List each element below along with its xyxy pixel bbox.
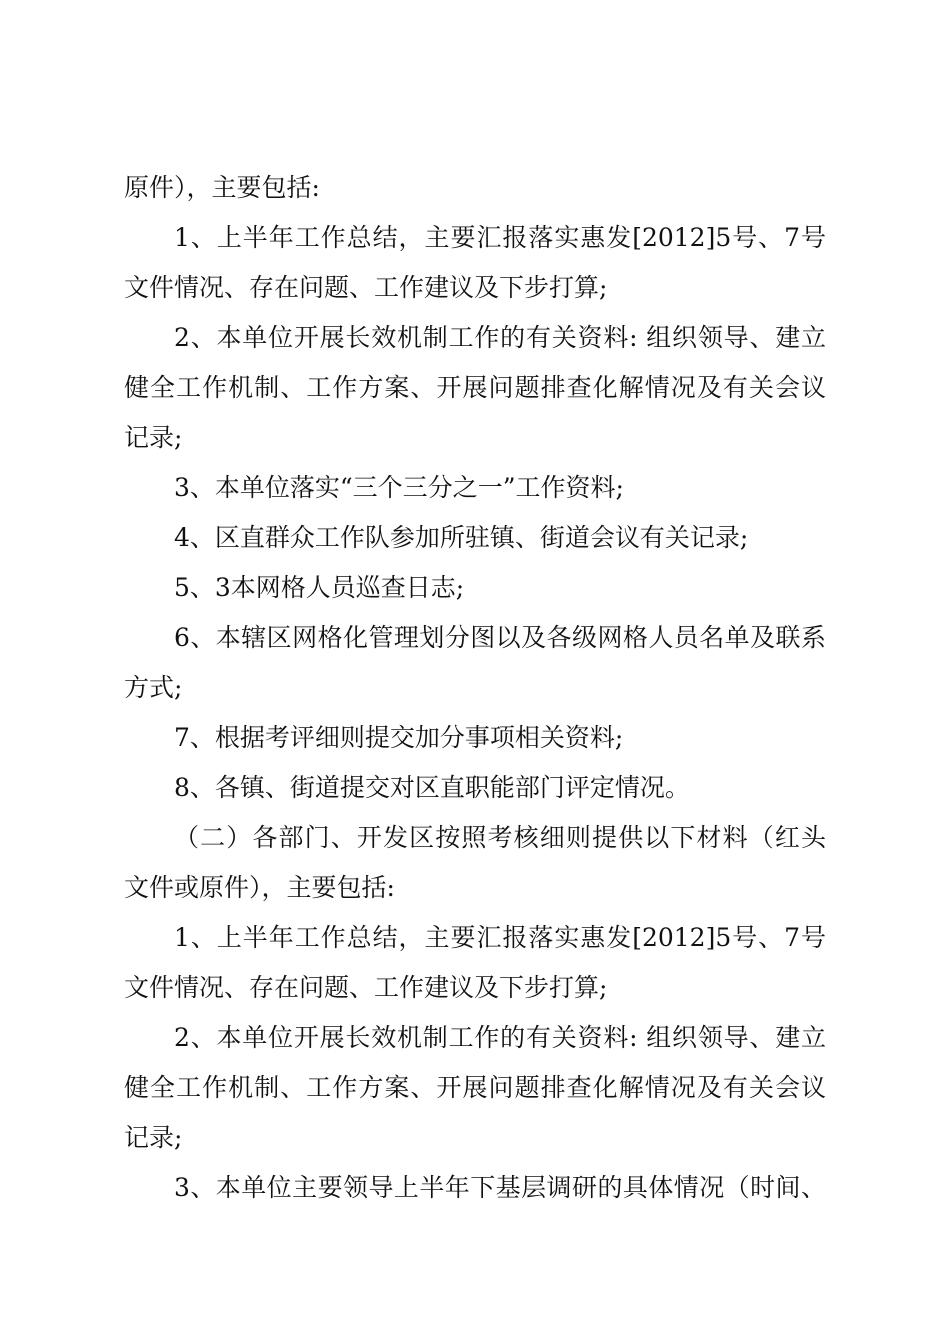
text-line: （二）各部门、开发区按照考核细则提供以下材料（红头 [174,823,826,852]
text-line: 8、各镇、街道提交对区直职能部门评定情况。 [174,773,690,802]
text-line: 记录; [124,423,183,452]
text-line: 健全工作机制、工作方案、开展问题排查化解情况及有关会议 [124,373,826,402]
text-line: 文件情况、存在问题、工作建议及下步打算; [124,273,608,302]
text-line: 7、根据考评细则提交加分事项相关资料; [174,723,624,752]
text-line: 记录; [124,1123,183,1152]
text-line: 健全工作机制、工作方案、开展问题排查化解情况及有关会议 [124,1073,826,1102]
text-line: 3、本单位主要领导上半年下基层调研的具体情况（时间、 [174,1173,826,1202]
text-line: 文件情况、存在问题、工作建议及下步打算; [124,973,608,1002]
text-line: 6、本辖区网格化管理划分图以及各级网格人员名单及联系 [174,623,826,652]
text-line: 2、本单位开展长效机制工作的有关资料: 组织领导、建立 [174,1023,826,1052]
text-line: 5、3本网格人员巡查日志; [174,573,465,602]
text-line: 1、上半年工作总结，主要汇报落实惠发[2012]5号、7号 [174,223,826,252]
text-line: 4、区直群众工作队参加所驻镇、街道会议有关记录; [174,523,749,552]
text-line: 1、上半年工作总结，主要汇报落实惠发[2012]5号、7号 [174,923,826,952]
text-line: 方式; [124,673,183,702]
text-line: 3、本单位落实“三个三分之一”工作资料; [174,473,624,502]
text-line: 2、本单位开展长效机制工作的有关资料: 组织领导、建立 [174,323,826,352]
text-line: 文件或原件），主要包括: [124,873,395,902]
text-line: 原件），主要包括: [124,173,320,202]
